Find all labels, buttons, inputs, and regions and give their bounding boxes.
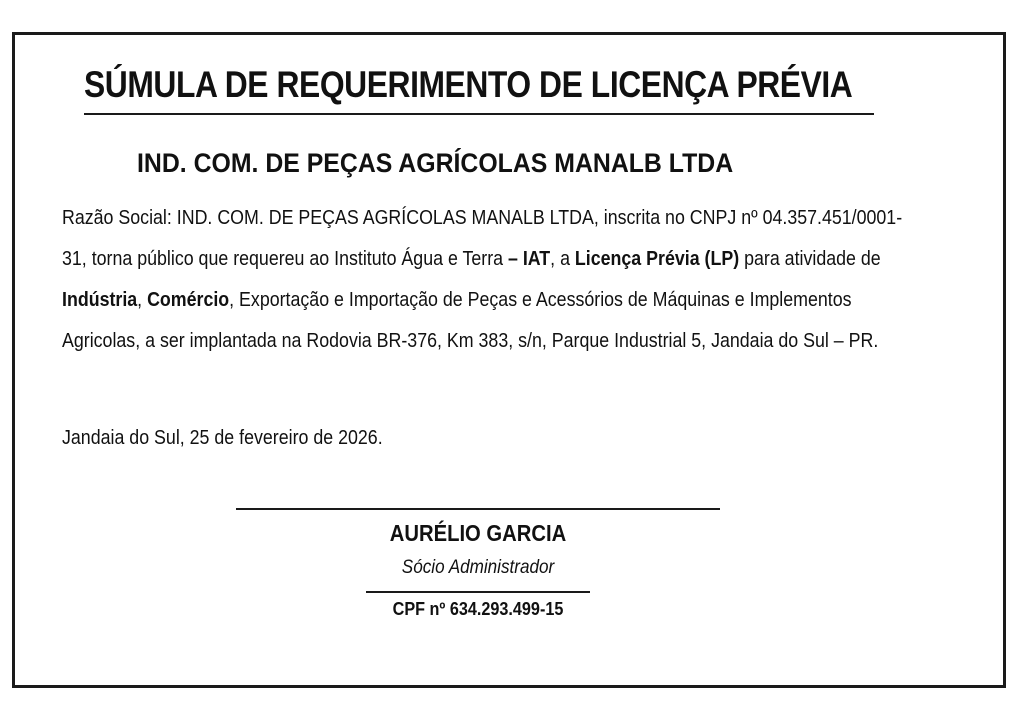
body-segment-bold: Indústria (62, 289, 138, 311)
signatory-role: Sócio Administrador (401, 557, 555, 578)
body-segment-bold: Licença Prévia (LP) (574, 248, 740, 270)
signature-divider (366, 591, 590, 593)
body-segment-bold: – IAT (507, 248, 551, 270)
document-date: Jandaia do Sul, 25 de fevereiro de 2026. (62, 427, 383, 449)
body-segment: , a ser implantada na Rodovia BR-376, Km 383, s/n, Parque Industrial 5, Jandaia do Sul – PR. (135, 330, 879, 352)
body-segment-bold: Comércio (147, 289, 230, 311)
signatory-name: AURÉLIO GARCIA (389, 520, 567, 546)
document-title: SÚMULA DE REQUERIMENTO DE LICENÇA PRÉVIA (84, 64, 853, 105)
company-name: IND. COM. DE PEÇAS AGRÍCOLAS MANALB LTDA (137, 148, 734, 178)
signatory-cpf: CPF nº 634.293.499-15 (392, 599, 564, 619)
body-paragraph (62, 198, 916, 362)
title-underline (84, 113, 874, 115)
body-segment: Razão Social: IND. COM. DE PEÇAS AGRÍCOLAS MANALB LTDA, inscrita no CNPJ nº 04.357.451/0001-31, torna público que requereu ao Instituto Água e Terra (62, 207, 903, 270)
body-segment: para atividade de (739, 248, 881, 270)
body-segment: , a (550, 248, 575, 270)
signature-line (236, 508, 720, 510)
body-segment: , (137, 289, 148, 311)
body-segment: , Exportação e Importação de Peças e Acessórios de Máquinas e Implementos Agricolas (62, 289, 852, 352)
